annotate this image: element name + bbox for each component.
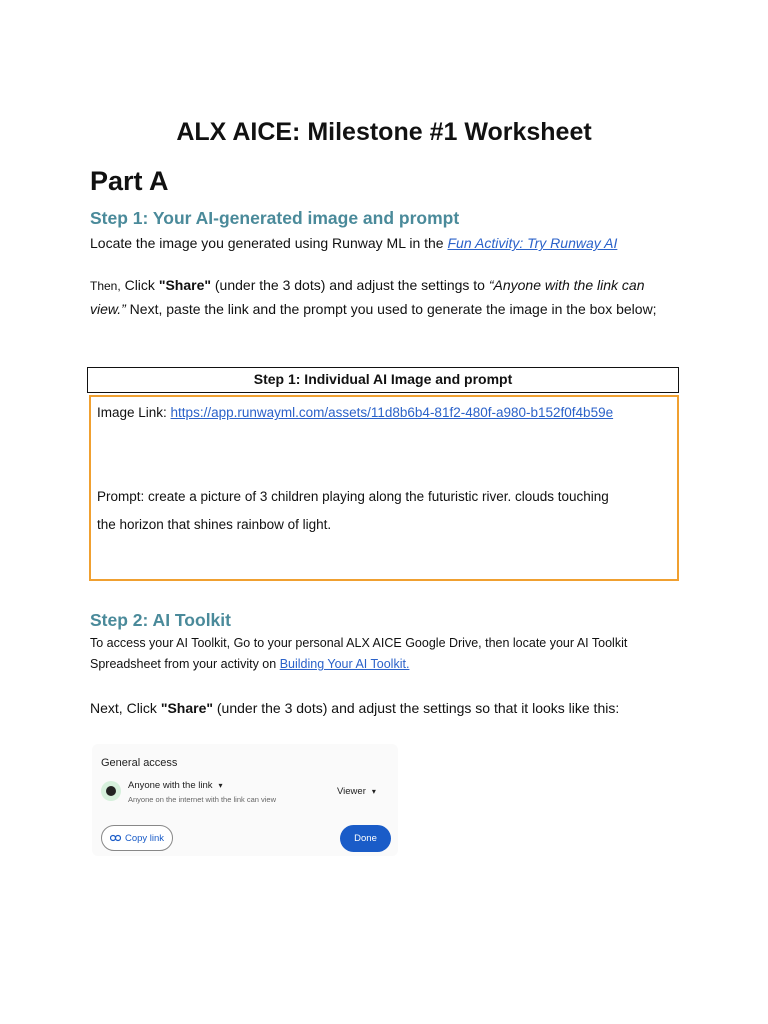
- part-heading: Part A: [90, 166, 169, 196]
- then-word: Then,: [90, 279, 121, 293]
- link-icon: [110, 834, 121, 842]
- copy-link-label: Copy link: [124, 832, 165, 844]
- share-label-2: "Share": [160, 700, 213, 716]
- image-link-url[interactable]: https://app.runwayml.com/assets/11d8b6b4-81f2-480f-a980-b152f0f4b59e: [170, 405, 614, 420]
- access-mode-dropdown[interactable]: [128, 780, 223, 791]
- done-button[interactable]: Done: [340, 825, 391, 852]
- role-label: Viewer: [337, 786, 366, 797]
- access-mode-label: Anyone with the link: [128, 780, 213, 791]
- click-text: Click: [120, 277, 159, 293]
- prompt-line-2: the horizon that shines rainbow of light.: [97, 517, 332, 532]
- access-text-prefix: Spreadsheet from your activity on: [90, 657, 280, 671]
- click-text-2: Click: [122, 700, 161, 716]
- general-access-title: General access: [101, 757, 178, 769]
- step2-heading: Step 2: AI Toolkit: [90, 610, 231, 630]
- step1-locate-text: [90, 232, 690, 255]
- caret-down-icon: ▾: [371, 787, 376, 796]
- image-link-label: Image Link:: [97, 405, 171, 420]
- copy-link-button[interactable]: [101, 825, 173, 851]
- share-label: "Share": [158, 277, 211, 293]
- adjust-text: (under the 3 dots) and adjust the settings to: [211, 277, 489, 293]
- globe-icon: [101, 781, 121, 801]
- prompt-line-1: Prompt: create a picture of 3 children playing along the futuristic river. clouds touching: [97, 489, 609, 504]
- document-title: ALX AICE: Milestone #1 Worksheet: [176, 118, 592, 146]
- quote-text: “Anyone with the link can view.”: [90, 277, 645, 317]
- caret-down-icon: ▾: [218, 781, 223, 790]
- role-dropdown[interactable]: [337, 786, 376, 797]
- step2-access-text: [90, 633, 690, 675]
- building-toolkit-link[interactable]: Building Your AI Toolkit.: [279, 657, 410, 671]
- prompt-box-header: Step 1: Individual AI Image and prompt: [87, 367, 679, 393]
- image-link-line: [97, 405, 613, 420]
- step2-instructions: [90, 697, 670, 720]
- step1-instructions: [90, 274, 680, 321]
- access-text-line2: [90, 654, 690, 675]
- prompt-box: [89, 395, 679, 581]
- next-word: Next,: [90, 700, 123, 716]
- adjust-text-2: (under the 3 dots) and adjust the settings so that it looks like this:: [213, 700, 620, 716]
- next-text: Next, paste the link and the prompt you used to generate the image in the box below;: [125, 301, 657, 317]
- access-description: Anyone on the internet with the link can view: [128, 795, 277, 804]
- access-text-line1: To access your AI Toolkit, Go to your personal ALX AICE Google Drive, then locate your AI Toolkit: [90, 636, 628, 650]
- locate-prefix: Locate the image you generated using Runway ML in the: [90, 235, 448, 251]
- fun-activity-link[interactable]: Fun Activity: Try Runway AI: [447, 235, 618, 251]
- step1-heading: Step 1: Your AI-generated image and prompt: [90, 208, 460, 228]
